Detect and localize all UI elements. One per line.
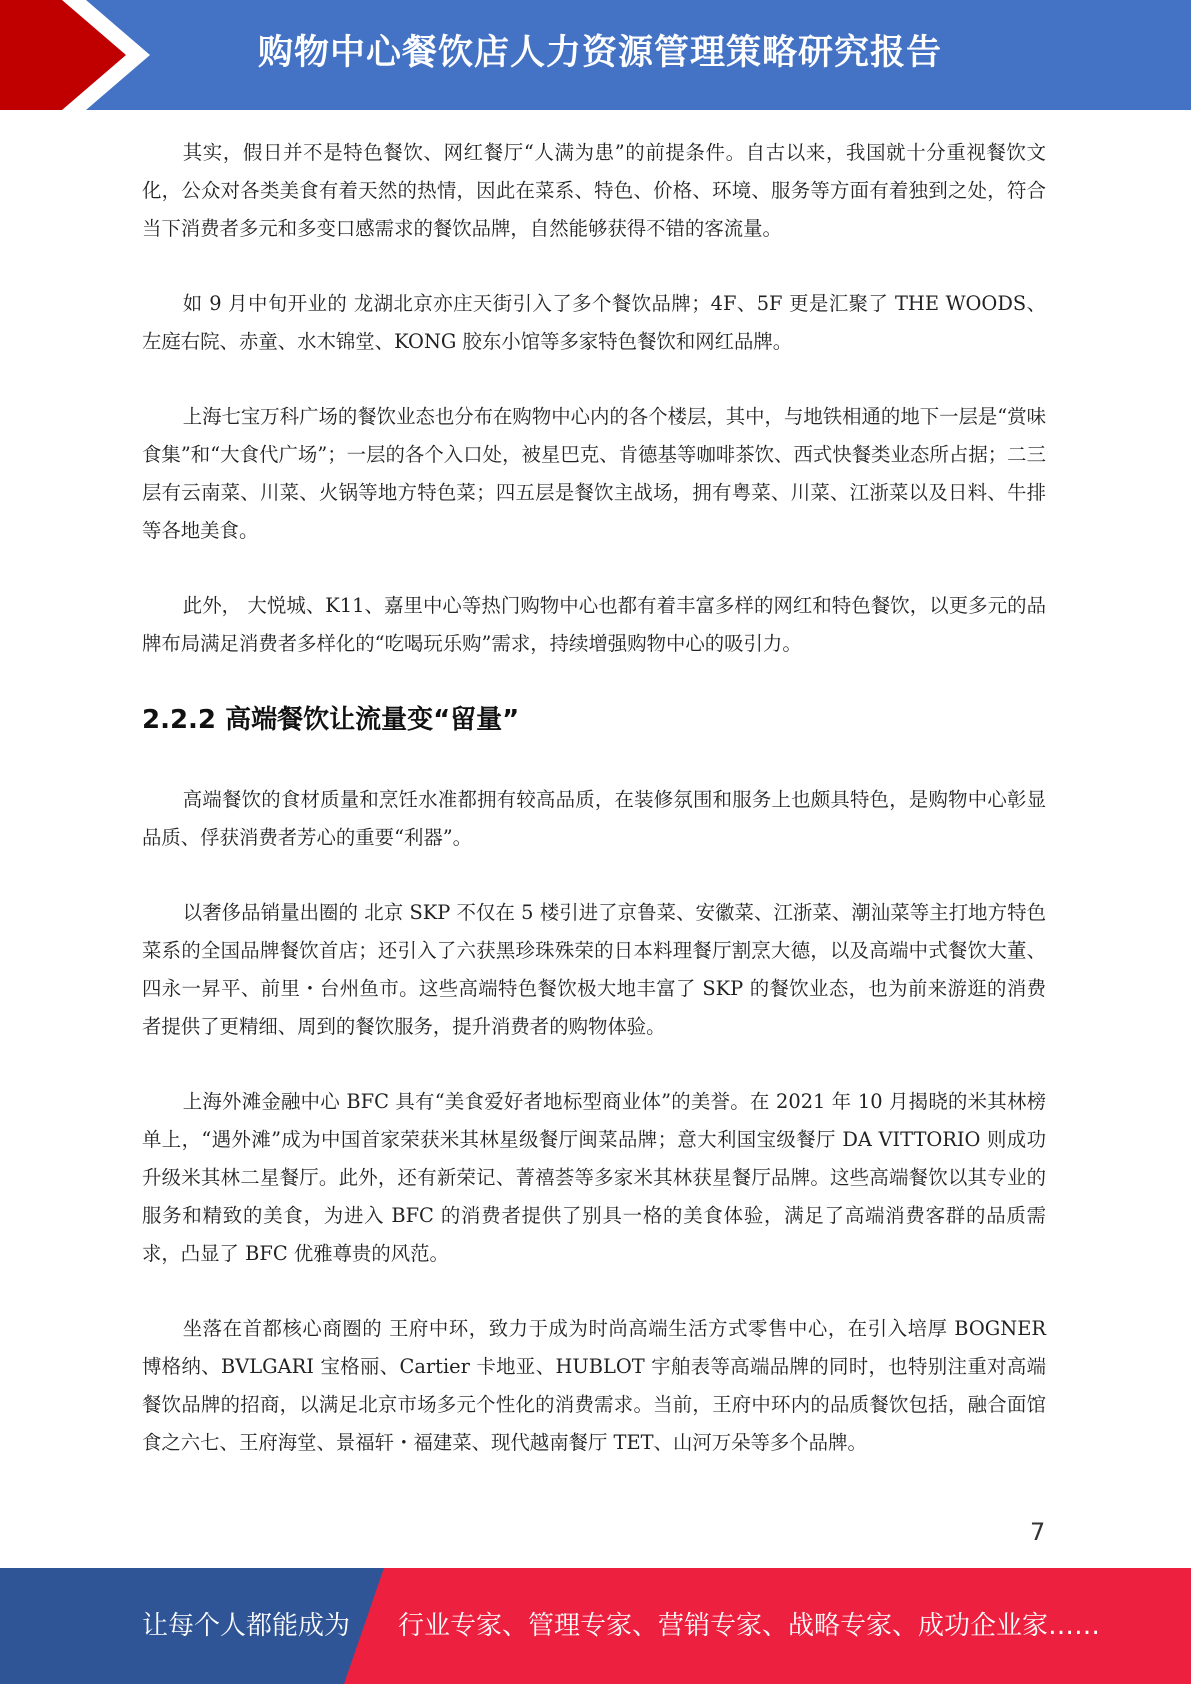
report-title: 购物中心餐饮店人力资源管理策略研究报告 <box>258 33 943 73</box>
paragraph: 上海外滩金融中心 BFC 具有“美食爱好者地标型商业体”的美誉。在 2021 年 10 月揭晓的米其林榜单上，“遇外滩”成为中国首家荣获米其林星级餐厅闽菜品牌；意大利国宝级餐厅 DA VITTORIO 则成功升级米其林二星餐厅。此外，还有新荣记、菁禧荟等多家米其林获星餐厅品牌。这些高端餐饮以其专业的服务和精致的美食，为进入 BFC 的消费者提供了别具一格的美食体验，满足了高端消费客群的品质需求，凸显了 BFC 优雅尊贵的风范。 <box>142 1090 1046 1265</box>
paragraph: 以奢侈品销量出圈的 北京 SKP 不仅在 5 楼引进了京鲁菜、安徽菜、江浙菜、潮汕菜等主打地方特色菜系的全国品牌餐饮首店；还引入了六获黑珍珠殊荣的日本料理餐厅割烹大德，以及高端中式餐饮大董、四永一昇平、前里・台州鱼市。这些高端特色餐饮极大地丰富了 SKP 的餐饮业态，也为前来游逛的消费者提供了更精细、周到的餐饮服务，提升消费者的购物体验。 <box>142 901 1046 1038</box>
section-heading: 2.2.2 高端餐饮让流量变“留量” <box>142 705 520 735</box>
page-header <box>0 0 1191 110</box>
paragraph: 坐落在首都核心商圈的 王府中环，致力于成为时尚高端生活方式零售中心，在引入培厚 BOGNER 博格纳、BVLGARI 宝格丽、Cartier 卡地亚、HUBLOT 宇舶表等高端品牌的同时，也特别注重对高端餐饮品牌的招商，以满足北京市场多元个性化的消费需求。当前，王府中环内的品质餐饮包括，融合面馆食之六七、王府海堂、景福轩・福建菜、现代越南餐厅 TET、山河万朵等多个品牌。 <box>142 1317 1046 1454</box>
page-content <box>142 134 1046 1499</box>
paragraph: 如 9 月中旬开业的 龙湖北京亦庄天街引入了多个餐饮品牌；4F、5F 更是汇聚了 THE WOODS、左庭右院、赤童、水木锦堂、KONG 胶东小馆等多家特色餐饮和网红品牌。 <box>142 292 1046 353</box>
paragraph: 高端餐饮的食材质量和烹饪水准都拥有较高品质，在装修氛围和服务上也颇具特色，是购物中心彰显品质、俘获消费者芳心的重要“利器”。 <box>142 788 1046 849</box>
paragraph: 上海七宝万科广场的餐饮业态也分布在购物中心内的各个楼层，其中，与地铁相通的地下一层是“赏味食集”和“大食代广场”；一层的各个入口处，被星巴克、肯德基等咖啡茶饮、西式快餐类业态所占据；二三层有云南菜、川菜、火锅等地方特色菜；四五层是餐饮主战场，拥有粤菜、川菜、江浙菜以及日料、牛排等各地美食。 <box>142 405 1046 542</box>
paragraph: 其实，假日并不是特色餐饮、网红餐厅“人满为患”的前提条件。自古以来，我国就十分重视餐饮文化，公众对各类美食有着天然的热情，因此在菜系、特色、价格、环境、服务等方面有着独到之处，符合当下消费者多元和多变口感需求的餐饮品牌，自然能够获得不错的客流量。 <box>142 141 1046 240</box>
footer-slogan-right: 行业专家、管理专家、营销专家、战略专家、成功企业家…… <box>398 1611 1101 1641</box>
page-footer <box>0 1568 1191 1684</box>
footer-slogan-left: 让每个人都能成为 <box>142 1611 351 1641</box>
page-number: 7 <box>1030 1518 1046 1546</box>
paragraph: 此外， 大悦城、K11、嘉里中心等热门购物中心也都有着丰富多样的网红和特色餐饮，以更多元的品牌布局满足消费者多样化的“吃喝玩乐购”需求，持续增强购物中心的吸引力。 <box>142 594 1046 655</box>
